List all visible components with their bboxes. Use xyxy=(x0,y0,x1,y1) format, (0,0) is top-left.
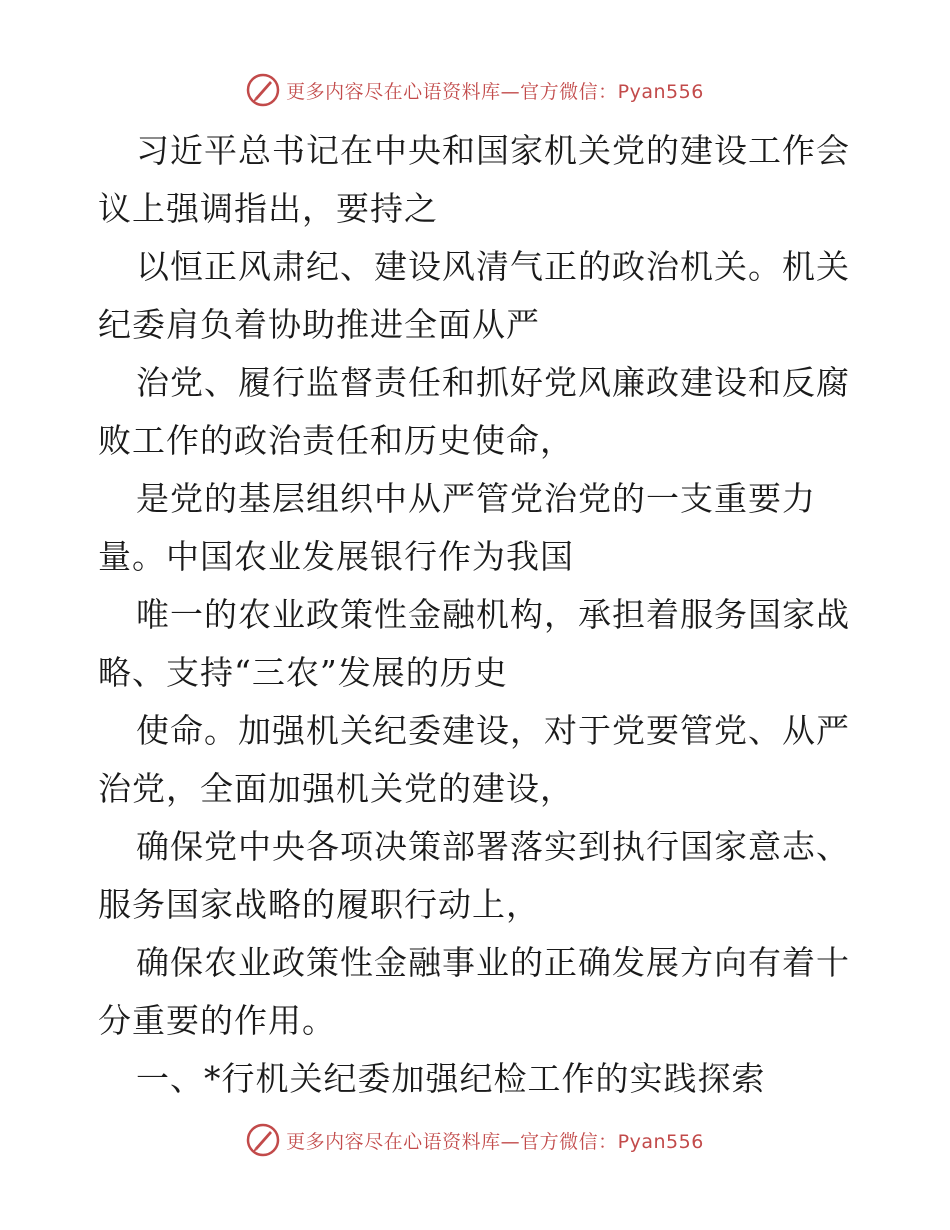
watermark-text: 更多内容尽在心语资料库—官方微信：Pyan556 xyxy=(286,1130,704,1153)
paragraph-line: 败工作的政治责任和历史使命， xyxy=(98,421,574,460)
footer-watermark xyxy=(0,1120,950,1160)
paragraph-line: 习近平总书记在中央和国家机关党的建设工作会 xyxy=(136,131,850,170)
paragraph-8 xyxy=(98,934,858,1050)
paragraph-4 xyxy=(98,470,858,586)
paragraph-line: 略、支持“三农”发展的历史 xyxy=(98,653,508,692)
watermark-text: 更多内容尽在心语资料库—官方微信：Pyan556 xyxy=(286,80,704,103)
paragraph-line: 分重要的作用。 xyxy=(98,1001,336,1040)
heading-line: 一、*行机关纪委加强纪检工作的实践探索 xyxy=(136,1059,766,1098)
paragraph-line: 服务国家战略的履职行动上， xyxy=(98,885,540,924)
paragraph-7 xyxy=(98,818,858,934)
paragraph-line: 量。中国农业发展银行作为我国 xyxy=(98,537,574,576)
document-body xyxy=(98,122,858,1108)
paragraph-line: 确保农业政策性金融事业的正确发展方向有着十 xyxy=(136,943,850,982)
quill-logo-icon xyxy=(246,1123,280,1157)
section-heading xyxy=(98,1050,858,1108)
paragraph-line: 治党，全面加强机关党的建设， xyxy=(98,769,574,808)
quill-logo-icon xyxy=(246,73,280,107)
paragraph-line: 议上强调指出，要持之 xyxy=(98,189,438,228)
paragraph-line: 以恒正风肃纪、建设风清气正的政治机关。机关 xyxy=(136,247,850,286)
paragraph-2 xyxy=(98,238,858,354)
paragraph-line: 唯一的农业政策性金融机构，承担着服务国家战 xyxy=(136,595,850,634)
paragraph-6 xyxy=(98,702,858,818)
paragraph-line: 治党、履行监督责任和抓好党风廉政建设和反腐 xyxy=(136,363,850,402)
paragraph-3 xyxy=(98,354,858,470)
paragraph-line: 确保党中央各项决策部署落实到执行国家意志、 xyxy=(136,827,850,866)
paragraph-5 xyxy=(98,586,858,702)
paragraph-line: 是党的基层组织中从严管党治党的一支重要力 xyxy=(136,479,816,518)
paragraph-1 xyxy=(98,122,858,238)
paragraph-line: 纪委肩负着协助推进全面从严 xyxy=(98,305,540,344)
paragraph-line: 使命。加强机关纪委建设，对于党要管党、从严 xyxy=(136,711,850,750)
header-watermark xyxy=(0,70,950,110)
